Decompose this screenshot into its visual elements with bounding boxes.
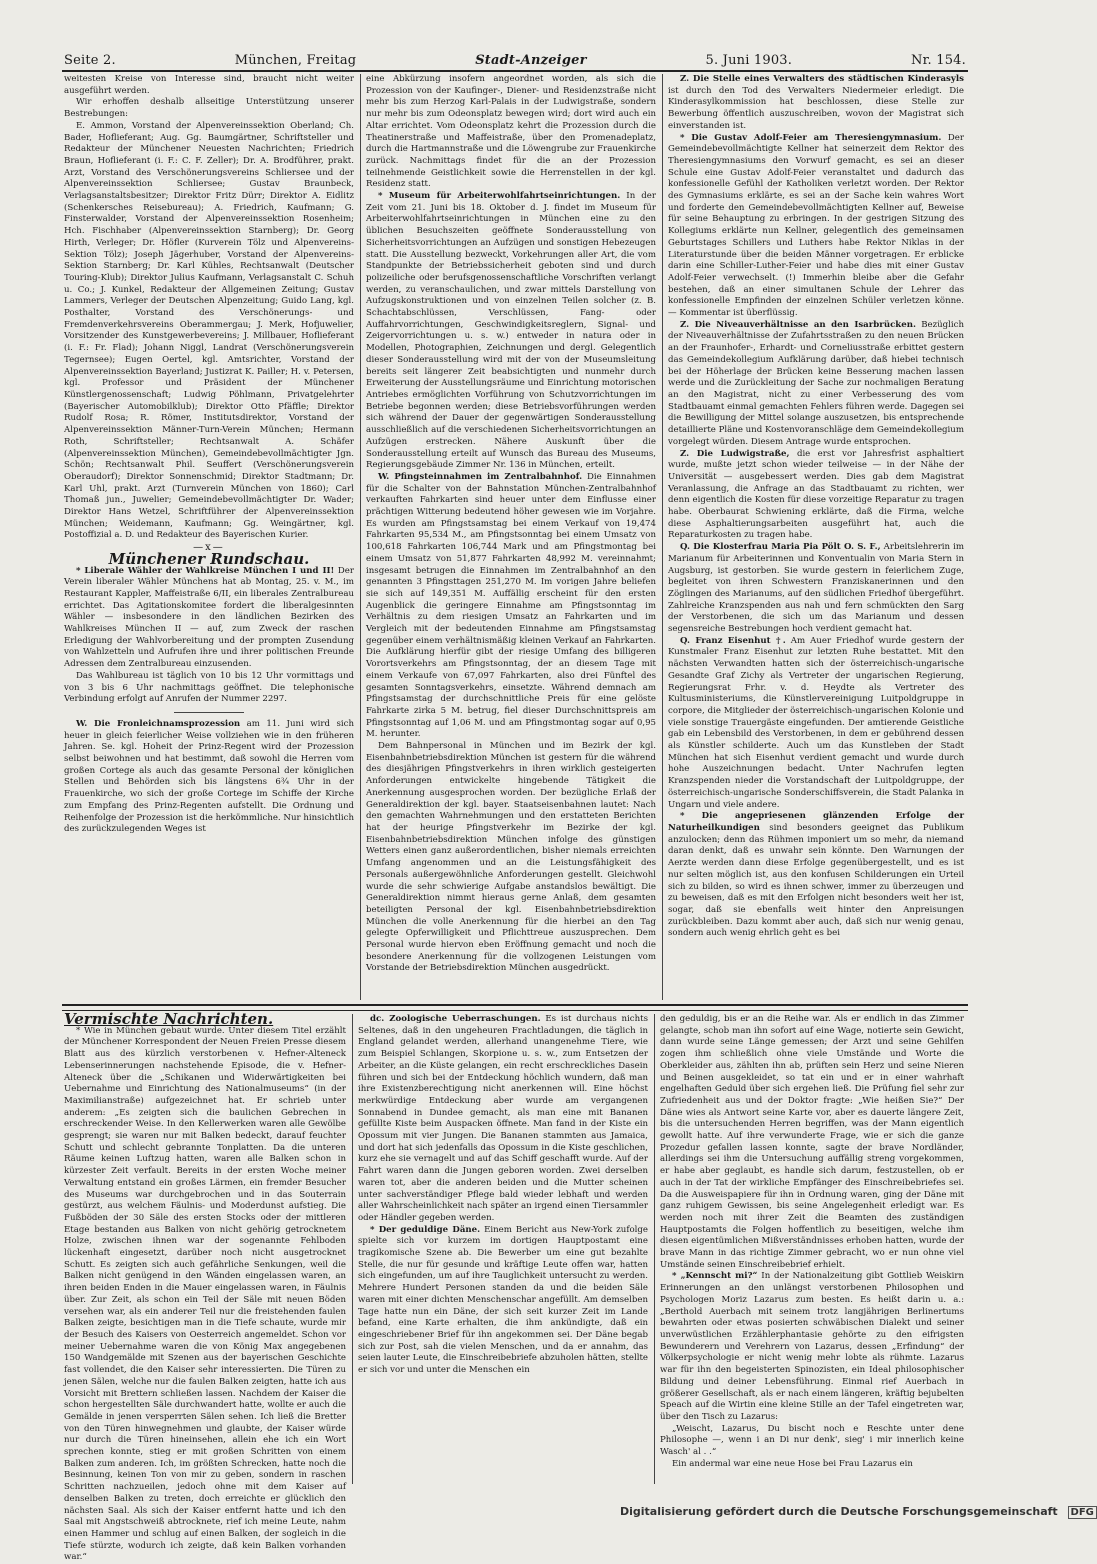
page-number: Seite 2.	[64, 53, 116, 68]
lower-column-2	[358, 1014, 648, 1484]
article-text: Einem Bericht aus New-York zufolge spielte sich vor kurzem im dortigen Hauptpostamt eine tragikomische Szene ab. Die Bewerber um eine gut bezahlte Stelle, die nur für gesunde und kräftige Leute offen war, hatten sich eingefunden, um auf ihre Tauglichkeit untersucht zu werden. Mehrere Hundert Personen standen da und die beiden Säle waren mit einer dichten Menschenschar angefüllt. Am demselben Tage hatte nun ein Däne, der sich seit kurzer Zeit im Lande befand, eine Karte erhalten, die ihm ankündigte, daß ein eingeschriebener Brief für ihn angekommen sei. Der Däne begab sich zur Post, sah die vielen Menschen, und da er annahm, das seien lauter Leute, die Einschreibebriefe abzuholen hätten, stellte er sich vor und unter die Menschen ein	[358, 1224, 649, 1376]
article-heading: Z. Die Niveauverhältnisse an den Isarbrücken.	[680, 319, 916, 330]
article-heading: * Die angepriesenen glänzenden Erfolge der Naturheilkundigen	[668, 811, 964, 833]
upper-column-2	[366, 74, 656, 1000]
article-heading: * Liberale Wähler der Wahlkreise München I und II!	[76, 565, 335, 576]
paper-title: Stadt-Anzeiger	[475, 53, 587, 68]
credit-text: Digitalisierung gefördert durch die Deutsche Forschungsgemeinschaft	[620, 1505, 1058, 1518]
column-rule	[654, 1014, 655, 1484]
article-text: Bezüglich der Niveauverhältnisse der Zufahrtsstraßen zu den neuen Brücken an der Fraunhofer-, Erhardt- und Corneliusstraße erbittet gestern das Gemeindekollegium Aufklärung darüber, daß hiebei technisch bei der Höherlage der Brücken keine Besserung machen lassen werde und die Zurückleitung der Sache zur nochmaligen Beratung an den Magistrat, nicht zu einer Verbesserung des vom Stadtbauamt einmal gemachten Fehlers führen werde. Dagegen sei die Bewilligung der Mittel solange auszusetzen, bis entsprechende detaillierte Pläne und Kostenvoranschläge dem Gemeindekollegium vorgelegt würden. Diesem Antrage wurde entsprochen.	[668, 319, 964, 447]
upper-column-3	[668, 74, 964, 1000]
article-text: Ein andermal war eine neue Hose bei Frau Lazarus ein	[672, 1458, 913, 1469]
article-heading: * „Kennscht mi?“	[672, 1271, 758, 1282]
masthead	[64, 46, 966, 68]
article-text: die erst vor Jahresfrist asphaltiert wurde, mußte jetzt schon wieder teilweise — in der Nähe der Universität — ausgebessert werden. Dies gab dem Magistrat Veranlassung, die Anfrage an das Stadtbauamt zu richten, wer denn eigentlich die Kosten für diese vorzeitige Reparatur zu tragen habe. Oberbaurat Schwiening erklärte, daß die Firma, welche diese Asphaltierungsarbeiten ausgeführt hat, auch die Reparaturkosten zu tragen habe.	[668, 448, 965, 541]
article-text: * Wie in München gebaut wurde. Unter diesem Titel erzählt der Münchener Korrespondent der Neuen Freien Presse diesem Blatt aus des kürzlich verstorbenen v. Hefner-Alteneck Lebenserinnerungen nachstehende Episode, die v. Hefner-Alteneck über die „Schikanen und Widerwärtigkeiten bei Uebernahme und Einrichtung des Nationalmuseums“ (in der Maximilianstraße) aufgezeichnet hat. Er schrieb unter anderem: „Es zeigten sich die baulichen Gebrechen in erschreckender Weise. In den Kellerwerken waren alle Gewölbe gesprengt; sie waren nur mit Balken bedeckt, darauf feuchter Schutt und schlecht gebrannte Tonplatten. Da die unteren Räume keinen Luftzug hatten, waren alle Balken schon in kürzester Zeit verfault. Bereits in der ersten Woche meiner Verwaltung entstand ein großes Lärmen, ein fremder Besucher des Museums war durchgebrochen und in das Souterrain gestürzt, aus welchem Fäulnis- und Moderdunst aufstieg. Die Fußböden der 30 Säle des ersten Stocks oder der mittleren Etage bestanden aus Balken von nicht gehörig getrocknetem Holze, zwischen ihnen war der sogenannte Fehlboden lückenhaft eingesetzt, darüber noch nicht ausgetrocknet Schutt. Es zeigten sich auch gefährliche Senkungen, weil die Balken nicht genügend in den Wänden eingelassen waren, an ihren beiden Enden in die Mauer eingelassen waren, in Fäulnis über. Zur Zeit, als schon ein Teil der Säle mit neuen Böden versehen war, als ein anderer Teil nur die freistehenden faulen Balken zeigte, besichtigen man in die Tiefe schaute, wurde mir der Besuch des Kaisers von Oesterreich angemeldet. Schon vor meiner Uebernahme waren die von König Max angegebenen 150 Wandgemälde mit Szenen aus der bayerischen Geschichte fast vollendet, die den Kaiser sehr interessierten. Die Türen zu jenen Sälen, welche nur die faulen Balken zeigten, hatte ich aus Vorsicht mit Brettern schließen lassen. Nachdem der Kaiser die schon hergestellten Säle durchwandert hatte, wollte er auch die Gemälde in jenen versperrten Sälen sehen. Ich ließ die Bretter von den Türen hinwegnehmen und glaubte, der Kaiser würde nur durch die Türen hineinsehen, allein ehe ich ein Wort sprechen konnte, stieg er mit großen Schritten von einem Balken zum anderen. Ich, im größten Schrecken, hatte noch die Besinnung, keinen Ton von mir zu geben, sondern in raschen Schritten nachzueilen, jedoch ohne mit dem Kaiser auf denselben Balken zu treten, doch erreichte er glücklich den nächsten Saal. Als sich der Kaiser entfernt hatte und ich den Saal mit Angstschweiß abtrocknete, rief ich meine Leute, nahm einen Hammer und schlug auf einen Balken, der sogleich in die Tiefe stürzte, wodurch ich zeigte, daß kein Balken vorhanden war.“	[64, 1025, 346, 1563]
article-text: den geduldig, bis er an die Reihe war. Als er endlich in das Zimmer gelangte, schob man ihn sofort auf eine Wage, notierte sein Gewicht, dann wurde seine Länge gemessen; der Arzt und seine Gehilfen zogen ihm schließlich ohne viele Umstände und Worte die Oberkleider aus, zählten ihn ab, prüften sein Herz und seine Nieren und Beinen ausgekleidet, so tat ein und er in einer wahrhaft engelhaften Geduld über sich ergehen ließ. Die Prüfung fiel sehr zur Zufriedenheit aus und der Doktor fragte: „Wie heißen Sie?“ Der Däne wies als Antwort seine Karte vor, aber es dauerte längere Zeit, bis die untersuchenden Herren begriffen, was der Mann eigentlich gewollt hatte. Auf ihre verwunderte Frage, wie er sich die ganze Prozedur gefallen lassen konnte, sagte der brave Nordländer, allerdings sei ihm die Untersuchung auffällig streng vorgekommen, er habe aber geglaubt, es handle sich darum, festzustellen, ob er auch in der Tat der wirkliche Empfänger des Einschreibebriefes sei. Da die Ausweispapiere für ihn in Ordnung waren, ging der Däne mit ganz ruhigem Gewissen, bis seine Angelegenheit erledigt war. Es werden noch mit ihrer Zeit die Beamten des zuständigen Hauptpostamts die Folgen hoffentlich zu beseitigen, welche ihm diesen eigentümlichen Mißverständnisses erhoben hatten, wurde der brave Mann in das richtige Zimmer gebracht, wo er nun ohne viel Umstände seinen Einschreibebrief erhielt.	[660, 1014, 964, 1270]
quote-text: „Weischt, Lazarus, Du bischt noch e Reschte unter dene Philosophe —, wenn i an Di nur denk', sieg' i mir innerlich keine Wasch' al . .“	[660, 1423, 964, 1458]
column-rule	[352, 1014, 353, 1484]
article-heading: dc. Zoologische Ueberraschungen.	[370, 1014, 541, 1024]
text-paragraph: Dem Bahnpersonal in München und im Bezirk der kgl. Eisenbahnbetriebsdirektion München ist gestern für die während des diesjährigen Pfingstverkehrs in ihren wirklich gesteigerten Anforderungen entwickelte hingebende Tätigkeit die Anerkennung ausgesprochen worden. Der bezügliche Erlaß der Generaldirektion der kgl. bayer. Staatseisenbahnen lautet: Nach den gemachten Wahrnehmungen und den erstatteten Berichten hat der heurige Pfingstverkehr im Bezirke der kgl. Eisenbahnbetriebsdirektion München infolge des günstigen Wetters einen ganz außerordentlichen, bisher niemals erreichten Umfang angenommen und an die Leistungsfähigkeit des Personals außergewöhnliche Anforderungen gestellt. Gleichwohl wurde die sehr schwierige Aufgabe anstandslos bewältigt. Die Generaldirektion nimmt hieraus gerne Anlaß, dem gesamten beteiligten Personal der kgl. Eisenbahnbetriebsdirektion München die volle Anerkennung für die hierbei an den Tag gelegte Opferwilligkeit und Pflichttreue auszusprechen. Dem Personal wurde hiervon eben Eröffnung gemacht und noch die besondere Anerkennung für die vollzogenen Leistungen vom Vorstande der Betriebsdirektion München ausgedrückt.	[366, 741, 656, 974]
column-rule	[360, 74, 361, 1000]
issue-number: Nr. 154.	[911, 53, 966, 68]
article-text: In der Nationalzeitung gibt Gottlieb Weiskirn Erinnerungen an den unlängst verstorbenen Philosophen und Psychologen Moriz Lazarus zum besten. Es heißt darin u. a.: „Berthold Auerbach mit seinem trotz langjährigen Berlinertums bewahrten oder etwas posierten schwäbischen Dialekt und seiner unverwüstlichen Erzählerphantasie gehörte zu den eifrigsten Bewunderern und Verehrern von Lazarus, dessen „Erfindung“ der Völkerpsychologie er nicht wenig mehr lobte als rühmte. Lazarus war für ihn den begeisterten Spinozisten, ein Ideal philosophischer Bildung und deiner Lebensführung. Einmal rief Auerbach in größerer Gesellschaft, als er nach einem längeren, kräftig bejubelten Speach auf die Wirtin eine kleine Stille an der Tafel eingetreten war, über den Tisch zu Lazarus:	[660, 1271, 965, 1422]
article-heading: * Der geduldige Däne.	[370, 1224, 481, 1235]
place-day: München, Freitag	[234, 53, 357, 68]
short-divider	[174, 712, 244, 713]
article-text: Arbeitslehrerin im Marianum für Arbeiterinnen und Konventualin von Maria Stern in Augsburg, ist gestorben. Sie wurde gestern in feierlichem Zuge, begleitet von ihren Schwestern Franziskanerinnen und den Zöglingen des Marianums, auf den südlichen Friedhof übergeführt. Zahlreiche Kranzspenden aus nah und fern schmückten den Sarg der Verstorbenen, die sich um das Marianum und dessen segensreiche Bestrebungen hoch verdient gemacht hat.	[668, 542, 964, 635]
article-text: Es ist durchaus nichts Seltenes, daß in den ungeheuren Frachtladungen, die täglich in England gelandet werden, allerhand unangenehme Tiere, wie zum Beispiel Schlangen, Skorpione u. s. w., zum Entsetzen der Arbeiter, an die Küste gelangen, ein recht erschreckliches Dasein führen und sich bei der Entdeckung höchlich wundern, daß man ihre Existenzberechtigung nicht anerkennen will. Eine höchst merkwürdige Entdeckung aber wurde am vergangenen Sonnabend in Dundee gemacht, als man eine mit Bananen gefüllte Kiste beim Auspacken öffnete. Man fand in der Kiste ein Opossum mit vier Jungen. Die Bananen stammten aus Jamaica, und dort hat sich jedenfalls das Opossum in die Kiste geschlichen, kurz ehe sie vernagelt und auf das Schiff geschafft wurde. Auf der Fahrt waren dann die Jungen geboren worden. Zwei derselben waren tot, aber die anderen beiden und die Mutter scheinen unter sachverständiger Pflege bald wieder lebhaft und werden aller Wahrscheinlichkeit nach später an irgend einen Tiersammler oder Händler gegeben werden.	[358, 1014, 649, 1223]
ornament-divider: —x—	[193, 542, 225, 554]
signatories-list: E. Ammon, Vorstand der Alpenvereinssektion Oberland; Ch. Bader, Hoflieferant; Aug. Gg. Baumgärtner, Schriftsteller und Redakteur der Münchener Neuesten Nachrichten; Friedrich Braun, Hoflieferant (i. F.: C. F. Zeller); Dr. A. Brodführer, prakt. Arzt, Vorstand des Verschönerungsvereins Schliersee und der Alpenvereinssektion Schliersee; Gustav Braunbeck, Verlagsanstaltsbesitzer; Direktor Fritz Dürr; Direktor A. Eidlitz (Schenkersches Reisebureau); A. Friedrich, Kaufmann; G. Finsterwalder, Vorstand der Alpenvereinssektion Rosenheim; Hch. Fischhaber (Alpenvereinssektion Starnberg); Dr. Georg Hirth, Verleger; Dr. Höfler (Kurverein Tölz und Alpenvereins-Sektion Tölz); Joseph Jägerhuber, Vorstand der Alpenvereins-Sektion Starnberg; Dr. Karl Kühles, Rechtsanwalt (Deutscher Touring-Klub); Direktor Julius Kaufmann, Verlagsanstalt C. Schuh u. Co.; J. Kunkel, Redakteur der Allgemeinen Zeitung; Gustav Lammers, Verleger der Deutschen Alpenzeitung; Guido Lang, kgl. Posthalter, Vorstand des Verschönerungs- und Fremdenverkehrsvereins Oberammergau; J. Merk, Hofjuwelier, Vorsitzender des Kunstgewerbevereins; J. Millbauer, Hoflieferant (i. F.: Fr. Flad); Johann Niggl, Landrat (Verschönerungsverein Tegernsee); Eugen Oertel, kgl. Amtsrichter, Vorstand der Alpenvereinssektion Bayerland; Justizrat K. Pailler; H. v. Petersen, kgl. Professor und Präsident der Münchener Künstlergenossenschaft; Ludwig Pöhlmann, Privatgelehrter (Bayerischer Automobilklub); Direktor Otto Pfäffle; Direktor Rudolf Rosa; R. Römer, Institutsdirektor, Vorstand der Alpenvereinssektion Männer-Turn-Verein München; Hermann Roth, Schriftsteller; Rechtsanwalt A. Schäfer (Alpenvereinssektion München), Gemeindebevollmächtigter Jgn. Schön; Rechtsanwalt Phil. Seuffert (Verschönerungsverein Oberaudorf); Direktor Sonnenschmid; Direktor Stadtmann; Dr. Karl Uhl, prakt. Arzt (Turnverein München von 1860); Carl Thomaß jun., Juwelier; Gemeindebevollmächtigter Dr. Wader; Direktor Hans Wetzel, Schriftführer der Alpenvereinssektion München; Weidemann, Kaufmann; Gg. Weingärtner, kgl. Postoffizial a. D. und Redakteur des Bayerischen Kurier.	[64, 120, 354, 541]
vermischte-heading: Vermischte Nachrichten.	[64, 1010, 274, 1028]
article-text: Am Auer Friedhof wurde gestern der Kunstmaler Franz Eisenhut zur letzten Ruhe bestattet. Mit den nächsten Verwandten hatten sich der österreichisch-ungarische Gesandte Graf Zichy als Vertreter der ungarischen Regierung, Regierungsrat Frhr. v. d. Heydte als Vertreter des Kultusministeriums, die Künstlervereinigung Luitpoldgruppe in corpore, die Mitglieder der österreichisch-ungarischen Kolonie und viele sonstige Trauergäste eingefunden. Der amtierende Geistliche gab ein Lebensbild des Verstorbenen, in dem er gebührend dessen als Künstler schilderte. Auch um das Kunstleben der Stadt München hat sich Eisenhut verdient gemacht und wurde durch hohe Auszeichnungen bedacht. Unter Nachrufen legten Kranzspenden nieder die Vorstandschaft der Luitpoldgruppe, der österreichisch-ungarische Sonderschiffsverein, die Stadt Palanka in Ungarn und viele andere.	[668, 635, 964, 810]
text-paragraph: weitesten Kreise von Interesse sind, braucht nicht weiter ausgeführt werden.	[64, 74, 354, 96]
article-text: Der Gemeindebevollmächtigte Kellner hat seinerzeit dem Rektor des Theresiengymnasiums den Vorwurf gemacht, es sei an dieser Schule eine Gustav Adolf-Feier veranstaltet und dadurch das konfessionelle Gefühl der Katholiken verletzt worden. Der Rektor des Gymnasiums erklärte, es sei an der Sache kein wahres Wort und forderte den Gemeindebevollmächtigten Kellner auf, Beweise für seine Behauptung zu erbringen. In der gestrigen Sitzung des Kollegiums erklärte nun Kellner, gelegentlich des gemeinsamen Geburtstages Schillers und Luthers habe Rektor Niklas in der Literaturstunde über die beiden Männer vorgetragen. Er erblicke darin eine Schiller-Luther-Feier und habe dies mit einer Gustav Adolf-Feier verwechselt. (!) Immerhin bleibe aber die Gefahr bestehen, daß an einer simultanen Schule der Lehrer das konfessionelle Empfinden der einzelnen Schüler verletzen könne. — Kommentar ist überflüssig.	[668, 132, 964, 319]
column-rule	[662, 74, 663, 1000]
text-paragraph: Das Wahlbureau ist täglich von 10 bis 12 Uhr vormittags und von 3 bis 6 Uhr nachmittags geöffnet. Die telephonische Verbindung erfolgt auf Anrufen der Nummer 2297.	[64, 670, 354, 705]
lower-column-3	[660, 1014, 964, 1484]
article-text: ist durch den Tod des Verwalters Niedermeier erledigt. Die Kinderasylkommission hat beschlossen, diese Stelle zur Bewerbung öffentlich auszuschreiben, wovon der Magistrat sich einverstanden ist.	[668, 85, 964, 131]
article-heading: Z. Die Stelle eines Verwalters des städtischen Kinderasyls	[680, 74, 964, 84]
article-text: In der Zeit vom 21. Juni bis 18. Oktober d. J. findet im Museum für Arbeiterwohlfahrtseinrichtungen in München eine zu den üblichen Besuchszeiten geöffnete Sonderausstellung von Sicherheitsvorrichtungen an Aufzügen und sonstigen Hebezeugen statt. Die Ausstellung bezweckt, Vorkehrungen aller Art, die vom Standpunkte der Betriebssicherheit geboten sind und durch polizeiliche oder berufsgenossenschaftliche Vorschriften verlangt werden, zu veranschaulichen, und zwar mittels Darstellung von Aufzugskonstruktionen und von einzelnen Teilen solcher (z. B. Schachtabschlüssen, Verschlüssen, Fang- oder Auffahrvorrichtungen, Geschwindigkeitsreglern, Signal- und Zeigervorrichtungen u. s. w.) entweder in natura oder in Modellen, Photographien, Zeichnungen und dergl. Gelegentlich dieser Sonderausstellung wird mit der von der Museumsleitung bereits seit längerer Zeit beabsichtigten und nunmehr durch Erweiterung der Ausstellungsräume und Einrichtung motorischen Antriebes ermöglichten Vorführung von Schutzvorrichtungen im Betriebe begonnen werden; diese Betriebsvorführungen werden sich während der Dauer der gegenwärtigen Sonderausstellung ausschließlich auf die verschiedenen Sicherheitsvorrichtungen an Aufzügen erstrecken. Nähere Auskunft über die Sonderausstellung erteilt auf Wunsch das Bureau des Museums, Regierungsgebäude Zimmer Nr. 136 in München, erteilt.	[366, 191, 656, 471]
article-text: Die Einnahmen für die Schalter von der Bahnstation München-Zentralbahnhof verkauften Fahrkarten sind heuer unter dem Einflusse einer prächtigen Witterung bedeutend höher gewesen wie im Vorjahre. Es wurden am Pfingstsamstag bei einem Verkauf von 19,474 Fahrkarten 95,534 M., am Pfingstsonntag bei einem Umsatz von 100,618 Fahrkarten 106,744 Mark und am Pfingstmontag bei einem Umsatz von 51,877 Fahrkarten 48,992 M. vereinnahmt; insgesamt betrugen die Einnahmen im Zentralbahnhof an den genannten 3 Pfingsttagen 251,270 M. Im vorigen Jahre beliefen sie sich auf 149,351 M. Auffällig erscheint für den ersten Augenblick die geringere Einnahme am Pfingstsonntag im Verhältnis zu dem riesigen Umsatz an Fahrkarten und im Vergleich mit der bedeutenden Einnahme am Pfingstsamstag gegenüber einem verhältnismäßig kleinen Verkauf an Fahrkarten. Die Aufklärung hierfür gibt der riesige Umfang des billigeren Vorortsverkehrs am Pfingstsonntag, der an diesem Tage mit einem Verkaufe von 67,097 Fahrkarten, also drei Fünftel des gesamten Sonntagsverkehrs, einsetzte. Während demnach am Pfingstsamstag der durchschnittliche Preis für eine gelöste Fahrkarte zirka 5 M. betrug, fiel dieser Durchschnittspreis am Pfingstsonntag auf 1,06 M. und am Pfingstmontag sogar auf 0,95 M. herunter.	[366, 471, 656, 740]
article-text: Der Verein liberaler Wähler Münchens hat ab Montag, 25. v. M., im Restaurant Kappler, Maffeistraße 6/II, ein liberales Zentralbureau errichtet. Das Agitationskomitee fordert die liberalgesinnten Wähler — insbesondere in den ländlichen Bezirken des Wahlkreises München II — auf, zum Zweck der raschen Erledigung der Wahlvorbereitung und der prompten Zusendung von Wahlzetteln und Aufrufen ihre und ihrer politischen Freunde Adressen dem Zentralbureau einzusenden.	[64, 565, 355, 670]
article-heading: Q. Franz Eisenhut †.	[680, 635, 786, 646]
article-heading: * Museum für Arbeiterwohlfahrtseinrichtungen.	[378, 191, 621, 202]
section-heading: Münchener Rundschau.	[108, 549, 310, 568]
article-heading: Q. Die Klosterfrau Maria Pia Pölt O. S. F.,	[680, 542, 881, 553]
lower-column-1	[64, 1010, 346, 1563]
digitization-credit	[620, 1505, 1097, 1519]
text-paragraph: eine Abkürzung insofern angeordnet worden, als sich die Prozession von der Kaufinger-, Diener- und Residenzstraße nicht mehr bis zum Herzog Karl-Palais in der Ludwigstraße, sondern nur mehr bis zum Odeonsplatz bewegen wird; dort wird auch ein Altar errichtet. Vom Odeonsplatz kehrt die Prozession durch die Theatinerstraße und Maffeistraße, über den Promenadeplatz, durch die Hartmannstraße und die Löwengrube zur Frauenkirche zurück. Nachmittags findet für die an der Prozession teilnehmende Geistlichkeit sowie die Herrenstellen in der kgl. Residenz statt.	[366, 74, 656, 190]
dfg-logo: DFG	[1068, 1506, 1097, 1519]
article-text: am 11. Juni wird sich heuer in gleich feierlicher Weise vollziehen wie in den früheren Jahren. Se. kgl. Hoheit der Prinz-Regent wird der Prozession selbst beiwohnen und hat bestimmt, daß sowohl die Herren vom großen Cortege als auch das gesamte Personal der königlichen Stellen und Behörden sich bis längstens 6¾ Uhr in der Frauenkirche, wo sich der große Cortege im Schiffe der Kirche zum Empfang des Prinz-Regenten aufstellt. Die Ordnung und Reihenfolge der Prozession ist die herkömmliche. Nur hinsichtlich des zurückzulegenden Weges ist	[64, 718, 354, 835]
article-heading: * Die Gustav Adolf-Feier am Theresiengymnasium.	[680, 132, 942, 143]
article-text: sind besonders geeignet das Publikum anzulocken; denn das Rühmen imponiert um so mehr, da niemand daran denkt, daß es unwahr sein könnte. Den Warnungen der Aerzte werden dann diese Erfolge gegenübergestellt, und es ist nur selten möglich ist, aus den konfusen Schilderungen ein Urteil sich zu bilden, so wird es ihnen schwer, immer zu überzeugen und zu beweisen, daß es mit den Erfolgen nicht besonders weit her ist, sogar, daß sie ebenfalls weit hinter den Anpreisungen zurückbleiben. Dazu kommt aber auch, daß sich nur wenig genau, sondern auch wenig ehrlich geht es bei	[668, 823, 965, 939]
header-rule	[62, 70, 968, 72]
text-paragraph: Wir erhoffen deshalb allseitige Unterstützung unserer Bestrebungen:	[64, 97, 354, 120]
issue-date: 5. Juni 1903.	[705, 53, 793, 68]
article-heading: Z. Die Ludwigstraße,	[680, 448, 790, 459]
article-heading: W. Pfingsteinnahmen im Zentralbahnhof.	[378, 471, 583, 482]
article-heading: W. Die Fronleichnamsprozession	[76, 718, 241, 729]
upper-column-1	[64, 74, 354, 1000]
